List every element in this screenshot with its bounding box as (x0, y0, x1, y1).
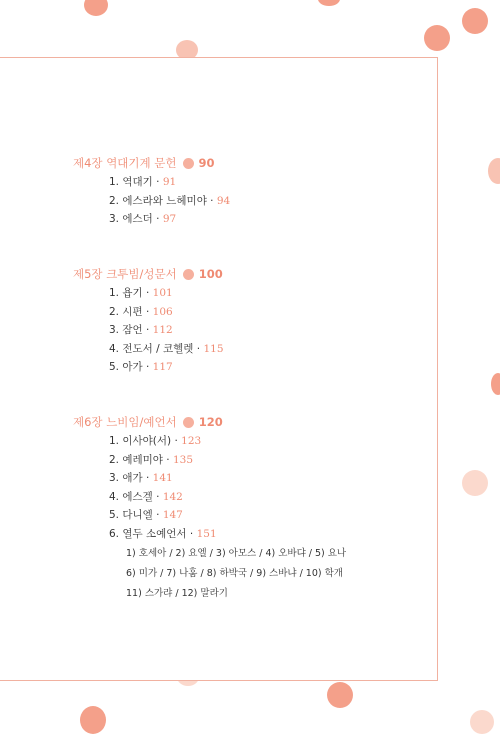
section-label: 3. 에스더 · (109, 213, 163, 225)
section-list (73, 432, 346, 543)
section-item (109, 210, 230, 229)
section-label: 2. 예레미야 · (109, 453, 173, 466)
section-label: 1. 욥기 · (109, 287, 153, 299)
section-page-number: 151 (196, 527, 217, 540)
subsection-line: 11) 스가랴 / 12) 말라기 (126, 588, 228, 599)
decor-dot (462, 8, 488, 34)
content-panel (0, 57, 438, 681)
section-label: 4. 전도서 / 코헬렛 · (109, 342, 204, 355)
section-page-number: 112 (152, 324, 173, 336)
circle-bullet-icon (183, 158, 194, 169)
section-item (109, 488, 346, 507)
section-page-number: 141 (152, 472, 173, 484)
decor-dot (327, 682, 353, 708)
decor-dot (318, 0, 340, 6)
section-label: 6. 열두 소예언서 · (109, 527, 197, 540)
section-label: 5. 아가 · (109, 361, 153, 373)
section-label: 1. 이사야(서) · (109, 435, 182, 447)
section-label: 4. 에스겔 · (109, 490, 163, 503)
chapter-title (73, 264, 224, 284)
subsection-line: 6) 미가 / 7) 나훔 / 8) 하박국 / 9) 스바냐 / 10) 학개 (126, 568, 343, 579)
section-list (73, 173, 230, 229)
section-page-number: 135 (172, 453, 193, 466)
section-item (109, 284, 224, 303)
section-item (109, 506, 346, 525)
chapter-title (73, 153, 230, 173)
section-item (109, 432, 346, 451)
subsection-line: 1) 호세아 / 2) 요엘 / 3) 아모스 / 4) 오바댜 / 5) 요나 (126, 548, 347, 559)
section-label: 5. 다니엘 · (109, 509, 163, 521)
section-page-number: 147 (162, 509, 183, 521)
section-label: 2. 시편 · (109, 305, 153, 318)
section-item (109, 358, 224, 377)
section-item (109, 192, 230, 211)
section-page-number: 101 (152, 287, 173, 299)
section-label: 2. 에스라와 느헤미야 · (109, 194, 217, 207)
chapter-5 (73, 264, 224, 377)
decor-dot (424, 25, 450, 51)
section-page-number: 123 (181, 435, 202, 447)
section-item (109, 173, 230, 192)
chapter-title (73, 412, 346, 432)
circle-bullet-icon (183, 269, 194, 280)
chapter-page-number: 120 (198, 415, 223, 429)
section-label: 3. 잠언 · (109, 324, 153, 336)
section-item (109, 451, 346, 470)
section-page-number: 97 (162, 213, 177, 225)
section-page-number: 117 (152, 361, 173, 373)
section-list (73, 284, 224, 377)
chapter-title-text: 제6장 느비임/예언서 (73, 415, 177, 429)
section-item (109, 321, 224, 340)
chapter-4 (73, 153, 230, 229)
decor-dot (470, 710, 494, 734)
subsection-list (73, 544, 346, 604)
decor-dot (80, 706, 106, 734)
chapter-page-number: 90 (198, 156, 215, 170)
section-item (109, 303, 224, 322)
decor-dot (84, 0, 108, 16)
section-page-number: 142 (162, 490, 183, 503)
decor-dot (491, 373, 500, 395)
decor-dot (462, 470, 488, 496)
section-page-number: 91 (162, 176, 177, 188)
section-label: 3. 애가 · (109, 472, 153, 484)
chapter-title-text: 제4장 역대기계 문헌 (73, 156, 177, 170)
section-item (109, 340, 224, 359)
section-page-number: 94 (216, 194, 231, 207)
section-item (109, 525, 346, 544)
decor-dot (488, 158, 500, 184)
section-page-number: 115 (203, 342, 224, 355)
chapter-6 (73, 412, 346, 604)
chapter-title-text: 제5장 크투빔/성문서 (73, 267, 177, 281)
section-label: 1. 역대기 · (109, 176, 163, 188)
chapter-page-number: 100 (198, 267, 223, 281)
circle-bullet-icon (183, 417, 194, 428)
section-item (109, 469, 346, 488)
section-page-number: 106 (152, 305, 173, 318)
